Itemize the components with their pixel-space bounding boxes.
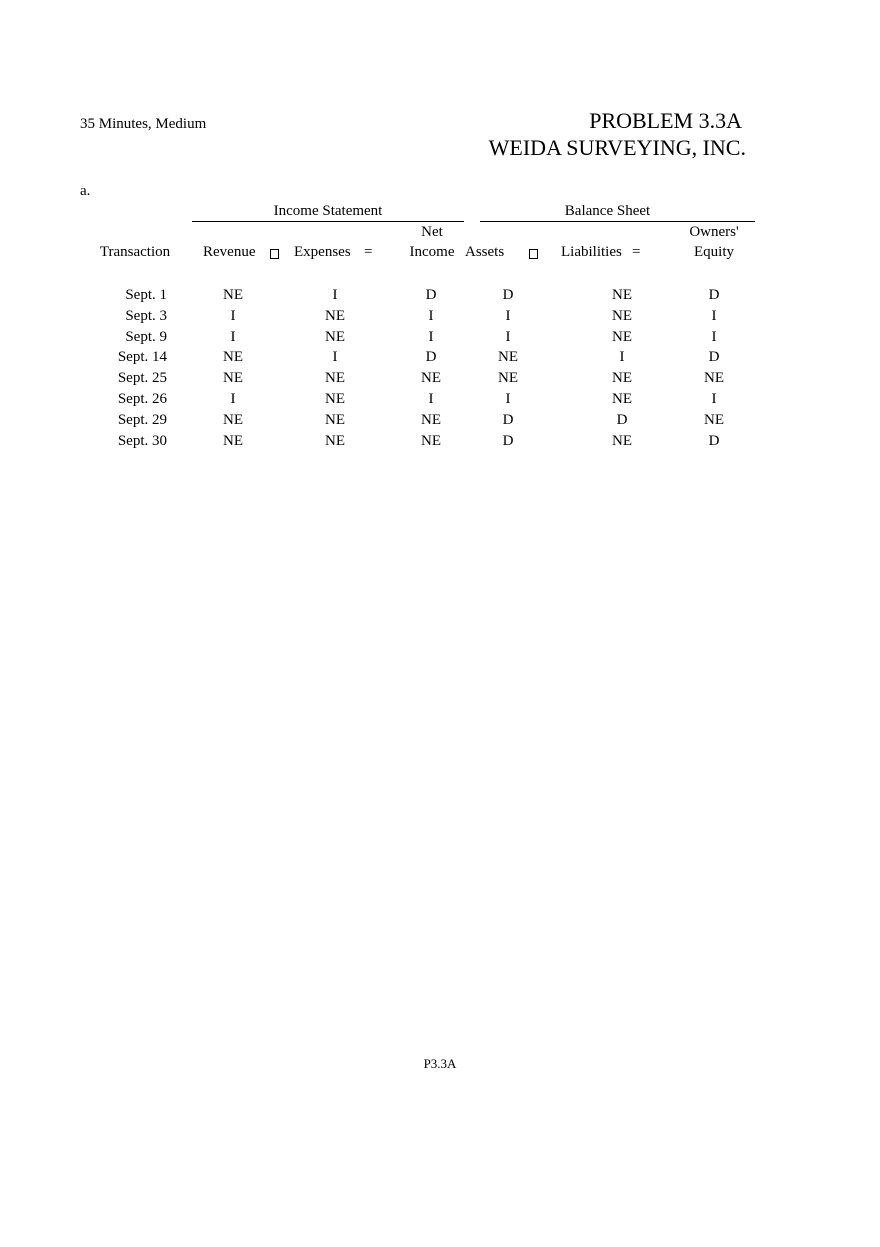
cell-assets: I [505, 391, 511, 407]
cell-net-income: NE [421, 432, 441, 449]
cell-expenses: NE [325, 432, 345, 449]
cell-equity: D [708, 287, 720, 303]
cell-equity: NE [704, 370, 724, 387]
cell-expenses: NE [325, 307, 345, 324]
cell-liabilities: I [619, 349, 625, 366]
cell-assets: D [502, 432, 514, 449]
cell-revenue: NE [223, 287, 243, 303]
cell-revenue: I [230, 391, 236, 407]
company-title: WEIDA SURVEYING, INC. [488, 135, 746, 160]
cell-net-income: NE [421, 370, 441, 387]
cell-transaction: Sept. 29 [117, 411, 167, 428]
cell-expenses: I [332, 349, 338, 366]
cell-expenses: NE [325, 391, 345, 407]
cell-expenses: NE [325, 370, 345, 387]
cell-revenue: NE [223, 432, 243, 449]
cell-transaction: Sept. 26 [117, 391, 167, 407]
cell-liabilities: D [616, 411, 628, 428]
cell-assets: D [502, 287, 514, 303]
minus-glyph-icon [529, 249, 538, 259]
cell-equity: D [708, 349, 720, 366]
cell-liabilities: NE [612, 287, 632, 303]
cell-net-income: I [428, 307, 434, 324]
col-net-income-top: Net [421, 224, 443, 240]
equals-sign: = [632, 244, 641, 260]
col-revenue: Revenue [203, 244, 256, 260]
part-label: a. [80, 183, 91, 199]
col-owners-equity-top: Owners' [689, 224, 739, 240]
cell-assets: I [505, 307, 511, 324]
cell-transaction: Sept. 1 [125, 287, 167, 303]
time-difficulty: 35 Minutes, Medium [80, 116, 207, 132]
cell-expenses: I [332, 287, 338, 303]
cell-assets: NE [498, 349, 518, 366]
cell-revenue: I [230, 307, 236, 324]
cell-equity: I [711, 328, 717, 345]
balance-sheet-rule [480, 221, 755, 222]
cell-equity: NE [704, 411, 724, 428]
equals-sign: = [364, 244, 373, 260]
cell-net-income: D [425, 349, 437, 366]
cell-liabilities: NE [612, 391, 632, 407]
cell-assets: NE [498, 370, 518, 387]
cell-expenses: NE [325, 328, 345, 345]
cell-liabilities: NE [612, 307, 632, 324]
cell-net-income: I [428, 391, 434, 407]
cell-assets: D [502, 411, 514, 428]
col-assets: Assets [465, 244, 505, 260]
cell-transaction: Sept. 30 [117, 432, 167, 449]
cell-liabilities: NE [612, 432, 632, 449]
cell-assets: I [505, 328, 511, 345]
cell-equity: D [708, 432, 720, 449]
cell-equity: I [711, 391, 717, 407]
cell-expenses: NE [325, 411, 345, 428]
cell-net-income: I [428, 328, 434, 345]
cell-revenue: I [230, 328, 236, 345]
col-net-income-bottom: Income [409, 244, 455, 260]
income-statement-heading: Income Statement [273, 203, 383, 219]
cell-net-income: D [425, 287, 437, 303]
problem-title: PROBLEM 3.3A [589, 108, 742, 133]
cell-liabilities: NE [612, 328, 632, 345]
page-footer: P3.3A [423, 1056, 457, 1071]
col-expenses: Expenses [294, 244, 351, 260]
cell-net-income: NE [421, 411, 441, 428]
col-liabilities: Liabilities [561, 244, 622, 260]
cell-transaction: Sept. 9 [125, 328, 167, 345]
cell-transaction: Sept. 3 [125, 307, 167, 324]
col-owners-equity-bottom: Equity [694, 244, 734, 260]
cell-equity: I [711, 307, 717, 324]
income-statement-rule [192, 221, 464, 222]
cell-liabilities: NE [612, 370, 632, 387]
cell-revenue: NE [223, 349, 243, 366]
cell-revenue: NE [223, 411, 243, 428]
cell-transaction: Sept. 14 [117, 349, 167, 366]
cell-transaction: Sept. 25 [117, 370, 167, 387]
minus-glyph-icon [270, 249, 279, 259]
cell-revenue: NE [223, 370, 243, 387]
col-transaction: Transaction [99, 244, 171, 260]
balance-sheet-heading: Balance Sheet [564, 203, 651, 219]
